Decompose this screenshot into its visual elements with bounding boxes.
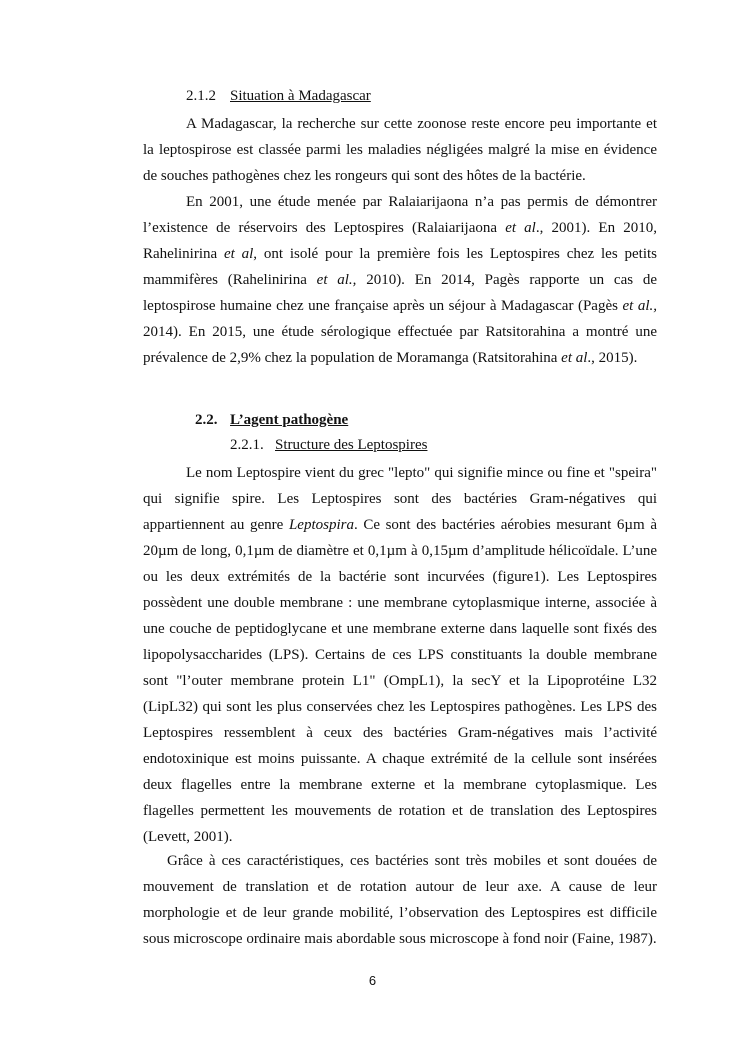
text-run: . Ce sont des bactéries aérobies mesurant 6µm à 20µm de long, 0,1µm de diamètre et 0,1µm à 0,15µm d’amplitude hélicoïdale. L’une ou les deux extrémités de la bactérie sont incurvées (figure1). Les Leptospires possèdent une double membrane : une membrane cytoplasmique interne, associée à une couche de peptidoglycane et une membrane externe dans laquelle sont fixés des lipopolysaccharides (LPS). Certains de ces LPS constituants la double membrane sont "l’outer membrane protein L1" (OmpL1), la secY et la Lipoprotéine L32 (LipL32) qui sont les plus conservées chez les Leptospires pathogènes. Les LPS des Leptospires ressemblent à ceux des bactéries Gram-négatives mais l’activité endotoxinique est moins puissante. A chaque extrémité de la cellule sont insérées deux flagelles entre la membrane externe et la membrane cytoplasmique. Les flagelles permettent les mouvements de rotation et de translation des Leptospires (Levett, 2001).	[143, 517, 657, 845]
page-number: 6	[368, 973, 377, 988]
text-run: En 2001, une étude menée par Ralaiarijaona n’a pas permis de démontrer l’existence de réservoirs des Leptospires (Ralaiarijaona	[143, 194, 657, 236]
heading-number: 2.1.2	[186, 88, 216, 104]
italic-run: et al.,	[622, 298, 657, 314]
text-run: 2010). En 2014, Pagès rapporte un cas de leptospirose humaine chez une française après un séjour à Madagascar (Pagès	[143, 272, 658, 314]
text-run: 2014). En 2015, une étude sérologique effectuée par Ratsitorahina a montré une prévalence de 2,9% chez la population de Moramanga (Ratsitorahina	[143, 324, 657, 366]
paragraph-structure	[143, 460, 657, 850]
text-run: , ont isolé pour la première fois les Leptospires chez les petits mammifères (Rahelinirina	[143, 246, 657, 288]
italic-run: Leptospira	[288, 517, 354, 533]
text-run: Le nom Leptospire vient du grec "lepto" qui signifie mince ou fine et "speira" qui signifie spire. Les Leptospires sont des bactéries Gram-négatives qui appartiennent au genre	[143, 465, 657, 533]
paragraph-madagascar-intro: A Madagascar, la recherche sur cette zoonose reste encore peu importante et la leptospirose est classée parmi les maladies négligées malgré la mise en évidence de souches pathogènes chez les rongeurs qui sont des hôtes de la bactérie.	[143, 116, 657, 184]
italic-run: et al	[505, 220, 536, 236]
heading-title: Situation à Madagascar	[230, 88, 371, 104]
italic-run: et al.,	[316, 272, 357, 288]
paragraph-studies	[143, 189, 657, 371]
heading-number: 2.2.	[195, 412, 218, 428]
text-run: ., 2015).	[587, 350, 638, 366]
heading-2-2-1	[230, 437, 427, 454]
heading-title: Structure des Leptospires	[275, 437, 428, 453]
italic-run: et al	[223, 246, 254, 262]
heading-2-2	[195, 412, 348, 429]
text-run: ., 2001). En 2010, Rahelinirina	[143, 220, 657, 262]
paragraph-mobility: Grâce à ces caractéristiques, ces bactéries sont très mobiles et sont douées de mouvement de translation et de rotation autour de leur axe. A cause de leur morphologie et de leur grande mobilité, l’observation des Leptospires est difficile sous microscope ordinaire mais abordable sous microscope à fond noir (Faine, 1987).	[143, 853, 657, 947]
heading-2-1-2	[186, 88, 371, 105]
heading-title: L’agent pathogène	[230, 412, 349, 428]
italic-run: et al	[561, 350, 588, 366]
heading-number: 2.2.1.	[230, 437, 264, 453]
